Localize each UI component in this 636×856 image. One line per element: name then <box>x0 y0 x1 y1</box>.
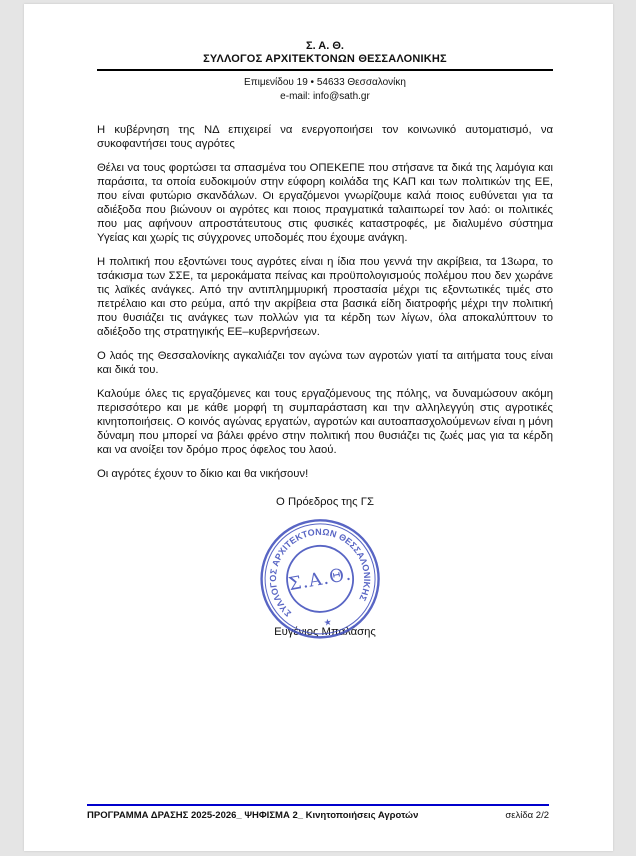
document-page <box>24 4 613 851</box>
signature-name: Ευγένιος Μπαλάσης <box>274 626 376 638</box>
signature-block <box>97 496 553 638</box>
org-stamp-icon <box>248 507 392 651</box>
stamp-star-icon: ★ <box>322 616 333 628</box>
org-email: e-mail: info@sath.gr <box>280 91 370 102</box>
org-address: Επιμενίδου 19 • 54633 Θεσσαλονίκη <box>244 77 406 88</box>
org-abbreviation: Σ. Α. Θ. <box>306 40 344 52</box>
footer-document-title: ΠΡΟΓΡΑΜΜΑ ΔΡΑΣΗΣ 2025-2026_ ΨΗΦΙΣΜΑ 2_ Κινητοποιήσεις Αγροτών <box>87 810 419 821</box>
paragraph: Η κυβέρνηση της ΝΔ επιχειρεί να ενεργοποιήσει τον κοινωνικό αυτοματισμό, να συκοφαντήσει τους αγρότες <box>97 124 553 150</box>
stamp-center-text: Σ.Α.Θ. <box>286 563 354 596</box>
paragraph: Ο λαός της Θεσσαλονίκης αγκαλιάζει τον αγώνα των αγροτών γιατί τα αιτήματα τους είναι και δικά του. <box>97 350 553 376</box>
org-name: ΣΥΛΛΟΓΟΣ ΑΡΧΙΤΕΚΤΟΝΩΝ ΘΕΣΣΑΛΟΝΙΚΗΣ <box>203 53 447 65</box>
document-body <box>97 123 553 481</box>
paragraph: Καλούμε όλες τις εργαζόμενες και τους εργαζόμενους της πόλης, να δυναμώσουν ακόμη περισσότερο και με κάθε μορφή τη συμπαράσταση και την αλληλεγγύη στις αγροτικές κινητοποιήσεις. Ο κοινός αγώνας εργατών, αγροτών και αυτοαπασχολούμενων είναι η μόνη δύναμη που μπορεί να βάλει φρένο στην πολιτική που θυσιάζει τις ζωές μας για τα κέρδη και να ανοίξει τον δρόμο προς όφελος του λαού. <box>97 388 553 456</box>
letterhead <box>97 4 553 102</box>
header-divider <box>97 69 553 71</box>
page-footer <box>87 804 549 821</box>
stamp-container <box>97 516 553 634</box>
page-number: σελίδα 2/2 <box>505 810 549 821</box>
paragraph: Οι αγρότες έχουν το δίκιο και θα νικήσουν! <box>97 468 309 480</box>
stamp-ring-text: ΣΥΛΛΟΓΟΣ ΑΡΧΙΤΕΚΤΟΝΩΝ ΘΕΣΣΑΛΟΝΙΚΗΣ <box>268 526 373 619</box>
paragraph: Η πολιτική που εξοντώνει τους αγρότες είναι η ίδια που γεννά την ακρίβεια, τα 13ωρα, το τσάκισμα των ΣΣΕ, τα μεροκάματα πείνας και προϋπολογισμούς πολέμου που δεν χωράνε τις λαϊκές ανάγκες. Από την αντιπλημμυρική προστασία μέχρι τις εξοντωτικές τιμές στο πετρέλαιο και στο ρεύμα, από την ακρίβεια στα βασικά είδη διατροφής μέχρι την πολιτική που θυσιάζει τις ανάγκες των πολλών για τα κέρδη των λίγων, όλα αποκαλύπτουν το αδιέξοδο της στρατηγικής ΕΕ–κυβερνήσεων. <box>97 256 553 338</box>
footer-divider <box>87 804 549 806</box>
signature-title: Ο Πρόεδρος της ΓΣ <box>276 496 374 508</box>
paragraph: Θέλει να τους φορτώσει τα σπασμένα του ΟΠΕΚΕΠΕ που στήσανε τα δικά της λαμόγια και παράσιτα, τα οποία ευδοκιμούν στην εύφορη κοιλάδα της ΚΑΠ και των πολιτικών της ΕΕ, που είναι φυτώριο σκανδάλων. Οι εργαζόμενοι γνωρίζουμε καλά ποιος ευθύνεται για τα αδιέξοδα που βιώνουν οι αγρότες και ποιος πραγματικά ταλαιπωρεί τον λαό: οι πολιτικές που μας αφήνουν απροστάτευτους στις φυσικές καταστροφές, με διαλυμένο σύστημα Υγείας και χωρίς τις σύγχρονες υποδομές που έχουμε ανάγκη. <box>97 162 553 244</box>
